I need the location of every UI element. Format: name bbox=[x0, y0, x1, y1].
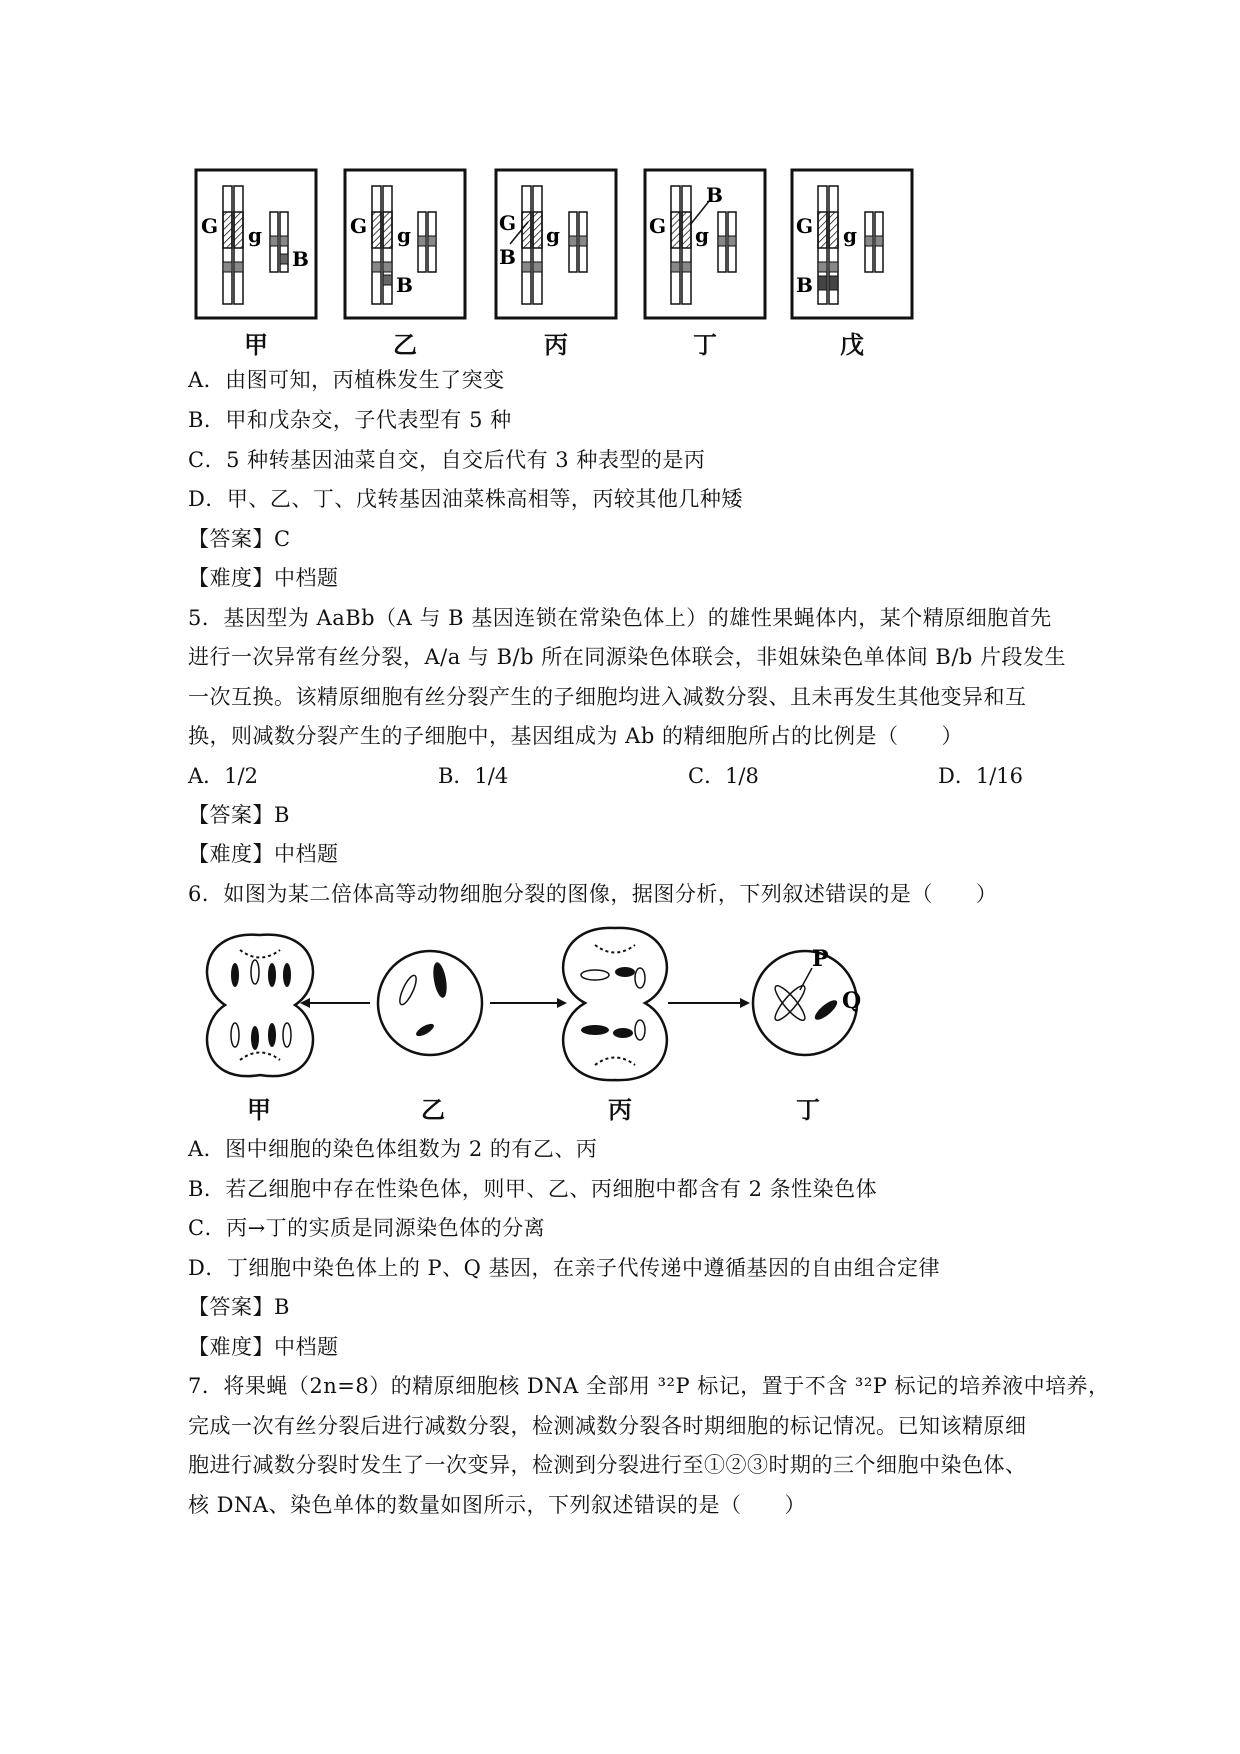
q6-option-c: C．丙→丁的实质是同源染色体的分离 bbox=[188, 1216, 546, 1240]
gene-label-G: G bbox=[649, 214, 667, 238]
chromosome-label-p: P bbox=[812, 946, 829, 972]
q5-stem-line: 一次互换。该精原细胞有丝分裂产生的子细胞均进入减数分裂、且未再发生其他变异和互 bbox=[188, 685, 1027, 709]
panel-label: 丙 bbox=[544, 330, 568, 359]
q6-answer: 【答案】B bbox=[188, 1295, 290, 1319]
gene-label-g: g bbox=[695, 223, 709, 247]
panel-label: 戊 bbox=[840, 330, 864, 359]
panel-label: 乙 bbox=[393, 330, 417, 359]
gene-label-B: B bbox=[706, 183, 723, 207]
chromosome-label-q: Q bbox=[842, 988, 862, 1014]
q4-difficulty: 【难度】中档题 bbox=[188, 566, 339, 590]
q5-answer: 【答案】B bbox=[188, 803, 290, 827]
q5-option-a: A．1/2 bbox=[188, 764, 258, 788]
panel-label: 甲 bbox=[244, 330, 268, 359]
cell-label: 乙 bbox=[421, 1095, 445, 1124]
q5-option-d: D．1/16 bbox=[938, 764, 1023, 788]
q6-option-a: A．图中细胞的染色体组数为 2 的有乙、丙 bbox=[188, 1137, 598, 1161]
gene-label-g: g bbox=[397, 223, 411, 247]
gene-label-B: B bbox=[396, 273, 413, 297]
q7-stem-line: 7．将果蝇（2n=8）的精原细胞核 DNA 全部用 ³²P 标记，置于不含 ³²P 标记的培养液中培养， bbox=[188, 1374, 1110, 1398]
gene-label-G: G bbox=[201, 214, 219, 238]
q5-option-b: B．1/4 bbox=[438, 764, 509, 788]
q4-option-b: B．甲和戊杂交，子代表型有 5 种 bbox=[188, 408, 512, 432]
panel-label: 丁 bbox=[693, 330, 717, 359]
q6-option-d: D．丁细胞中染色体上的 P、Q 基因，在亲子代传递中遵循基因的自由组合定律 bbox=[188, 1256, 941, 1280]
q4-option-a: A．由图可知，丙植株发生了突变 bbox=[188, 368, 505, 392]
q5-difficulty: 【难度】中档题 bbox=[188, 842, 339, 866]
gene-label-G: G bbox=[350, 214, 368, 238]
q5-stem-line: 5．基因型为 AaBb（A 与 B 基因连锁在常染色体上）的雄性果蝇体内，某个精原细胞首先 bbox=[188, 606, 1052, 630]
q4-option-c: C．5 种转基因油菜自交，自交后代有 3 种表型的是丙 bbox=[188, 448, 706, 472]
q4-answer: 【答案】C bbox=[188, 527, 291, 551]
q5-stem-line: 进行一次异常有丝分裂，A/a 与 B/b 所在同源染色体联会，非姐妹染色单体间 B/b 片段发生 bbox=[188, 645, 1067, 669]
q6-difficulty: 【难度】中档题 bbox=[188, 1335, 339, 1359]
cell-label: 甲 bbox=[247, 1095, 271, 1124]
gene-label-B: B bbox=[499, 245, 516, 269]
q7-stem-line: 核 DNA、染色单体的数量如图所示，下列叙述错误的是（ ） bbox=[188, 1493, 807, 1517]
q6-stem: 6．如图为某二倍体高等动物细胞分裂的图像，据图分析，下列叙述错误的是（ ） bbox=[188, 882, 998, 906]
chromosome-panels-diagram bbox=[0, 0, 1240, 360]
cell-label: 丁 bbox=[796, 1095, 820, 1124]
q5-option-c: C．1/8 bbox=[688, 764, 759, 788]
q7-stem-line: 完成一次有丝分裂后进行减数分裂，检测减数分裂各时期细胞的标记情况。已知该精原细 bbox=[188, 1414, 1027, 1438]
gene-label-G: G bbox=[499, 211, 517, 235]
gene-label-G: G bbox=[796, 214, 814, 238]
q7-stem-line: 胞进行减数分裂时发生了一次变异，检测到分裂进行至①②③时期的三个细胞中染色体、 bbox=[188, 1453, 1027, 1477]
cell-label: 丙 bbox=[608, 1095, 632, 1124]
q5-stem-line: 换，则减数分裂产生的子细胞中，基因组成为 Ab 的精细胞所占的比例是（ ） bbox=[188, 724, 963, 748]
gene-label-g: g bbox=[843, 223, 857, 247]
gene-label-g: g bbox=[546, 223, 560, 247]
gene-label-B: B bbox=[292, 247, 309, 271]
gene-label-B: B bbox=[796, 273, 813, 297]
gene-label-g: g bbox=[248, 223, 262, 247]
q6-option-b: B．若乙细胞中存在性染色体，则甲、乙、丙细胞中都含有 2 条性染色体 bbox=[188, 1177, 878, 1201]
q4-option-d: D．甲、乙、丁、戊转基因油菜株高相等，丙较其他几种矮 bbox=[188, 487, 743, 511]
